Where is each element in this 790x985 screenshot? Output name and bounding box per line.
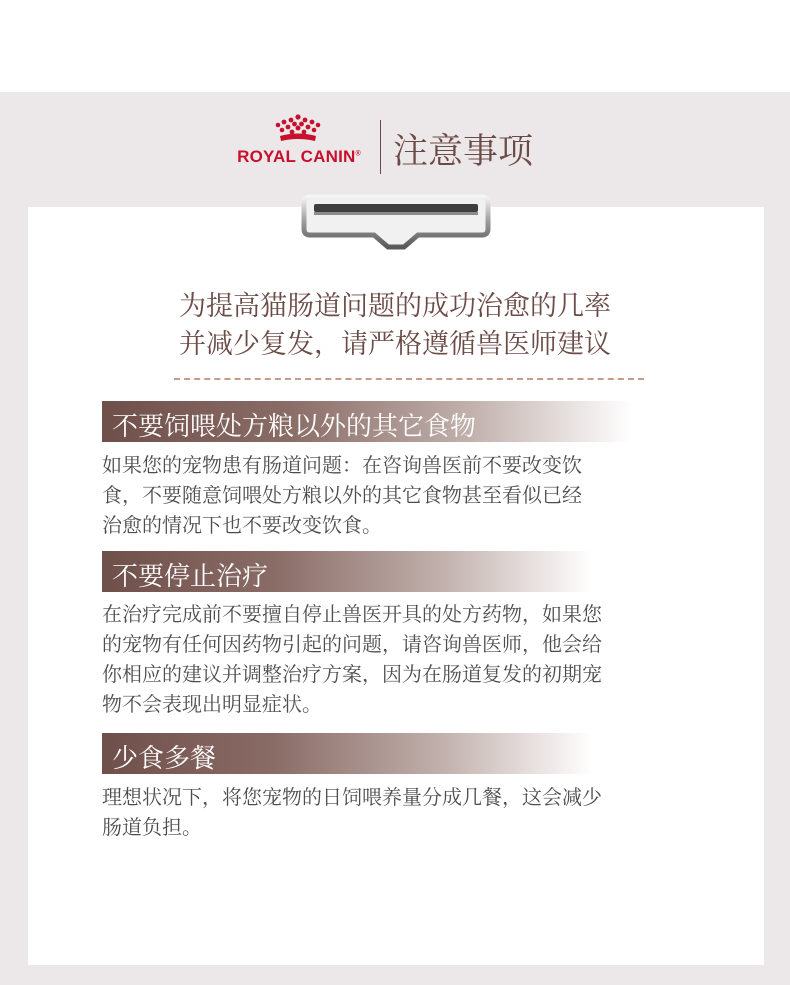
- top-margin: [0, 0, 790, 92]
- section-heading-bar: [102, 551, 592, 592]
- paragraph-line: 的宠物有任何因药物引起的问题，请咨询兽医师，他会给: [102, 632, 602, 656]
- section-heading-bar: [102, 733, 592, 774]
- section-heading-bar: [102, 401, 632, 442]
- paragraph-line: 物不会表现出明显症状。: [102, 692, 322, 716]
- section-heading: 少食多餐: [112, 744, 217, 774]
- paragraph-line: 你相应的建议并调整治疗方案，因为在肠道复发的初期宠: [102, 662, 602, 686]
- paragraph-line: 治愈的情况下也不要改变饮食。: [102, 513, 382, 537]
- section-heading: 不要停止治疗: [112, 562, 269, 592]
- paragraph-line: 在治疗完成前不要擅自停止兽医开具的处方药物，如果您: [102, 602, 602, 626]
- royal-canin-logo: [226, 114, 372, 172]
- paragraph-line: 理想状况下，将您宠物的日饲喂养量分成几餐，这会减少: [102, 785, 602, 809]
- paragraph-line: 食，不要随意饲喂处方粮以外的其它食物甚至看似已经: [102, 483, 582, 507]
- section-paragraph: [102, 599, 712, 719]
- section-paragraph: [102, 450, 712, 540]
- clipboard-clip-icon: [300, 193, 492, 253]
- dashed-divider: [174, 378, 644, 380]
- intro-text: [0, 288, 790, 364]
- section-paragraph: [102, 782, 712, 842]
- paragraph-line: 肠道负担。: [102, 815, 202, 839]
- intro-line: 为提高猫肠道问题的成功治愈的几率: [179, 291, 611, 322]
- header-divider: [380, 120, 381, 174]
- logo-wordmark: ROYAL CANIN®: [237, 147, 361, 166]
- paragraph-line: 如果您的宠物患有肠道问题：在咨询兽医前不要改变饮: [102, 453, 582, 477]
- page-title: 注意事项: [393, 132, 534, 172]
- section-heading: 不要饲喂处方粮以外的其它食物: [112, 412, 477, 442]
- crown-icon: [270, 114, 326, 144]
- intro-line: 并减少复发，请严格遵循兽医师建议: [179, 329, 611, 360]
- page-header: [0, 112, 790, 182]
